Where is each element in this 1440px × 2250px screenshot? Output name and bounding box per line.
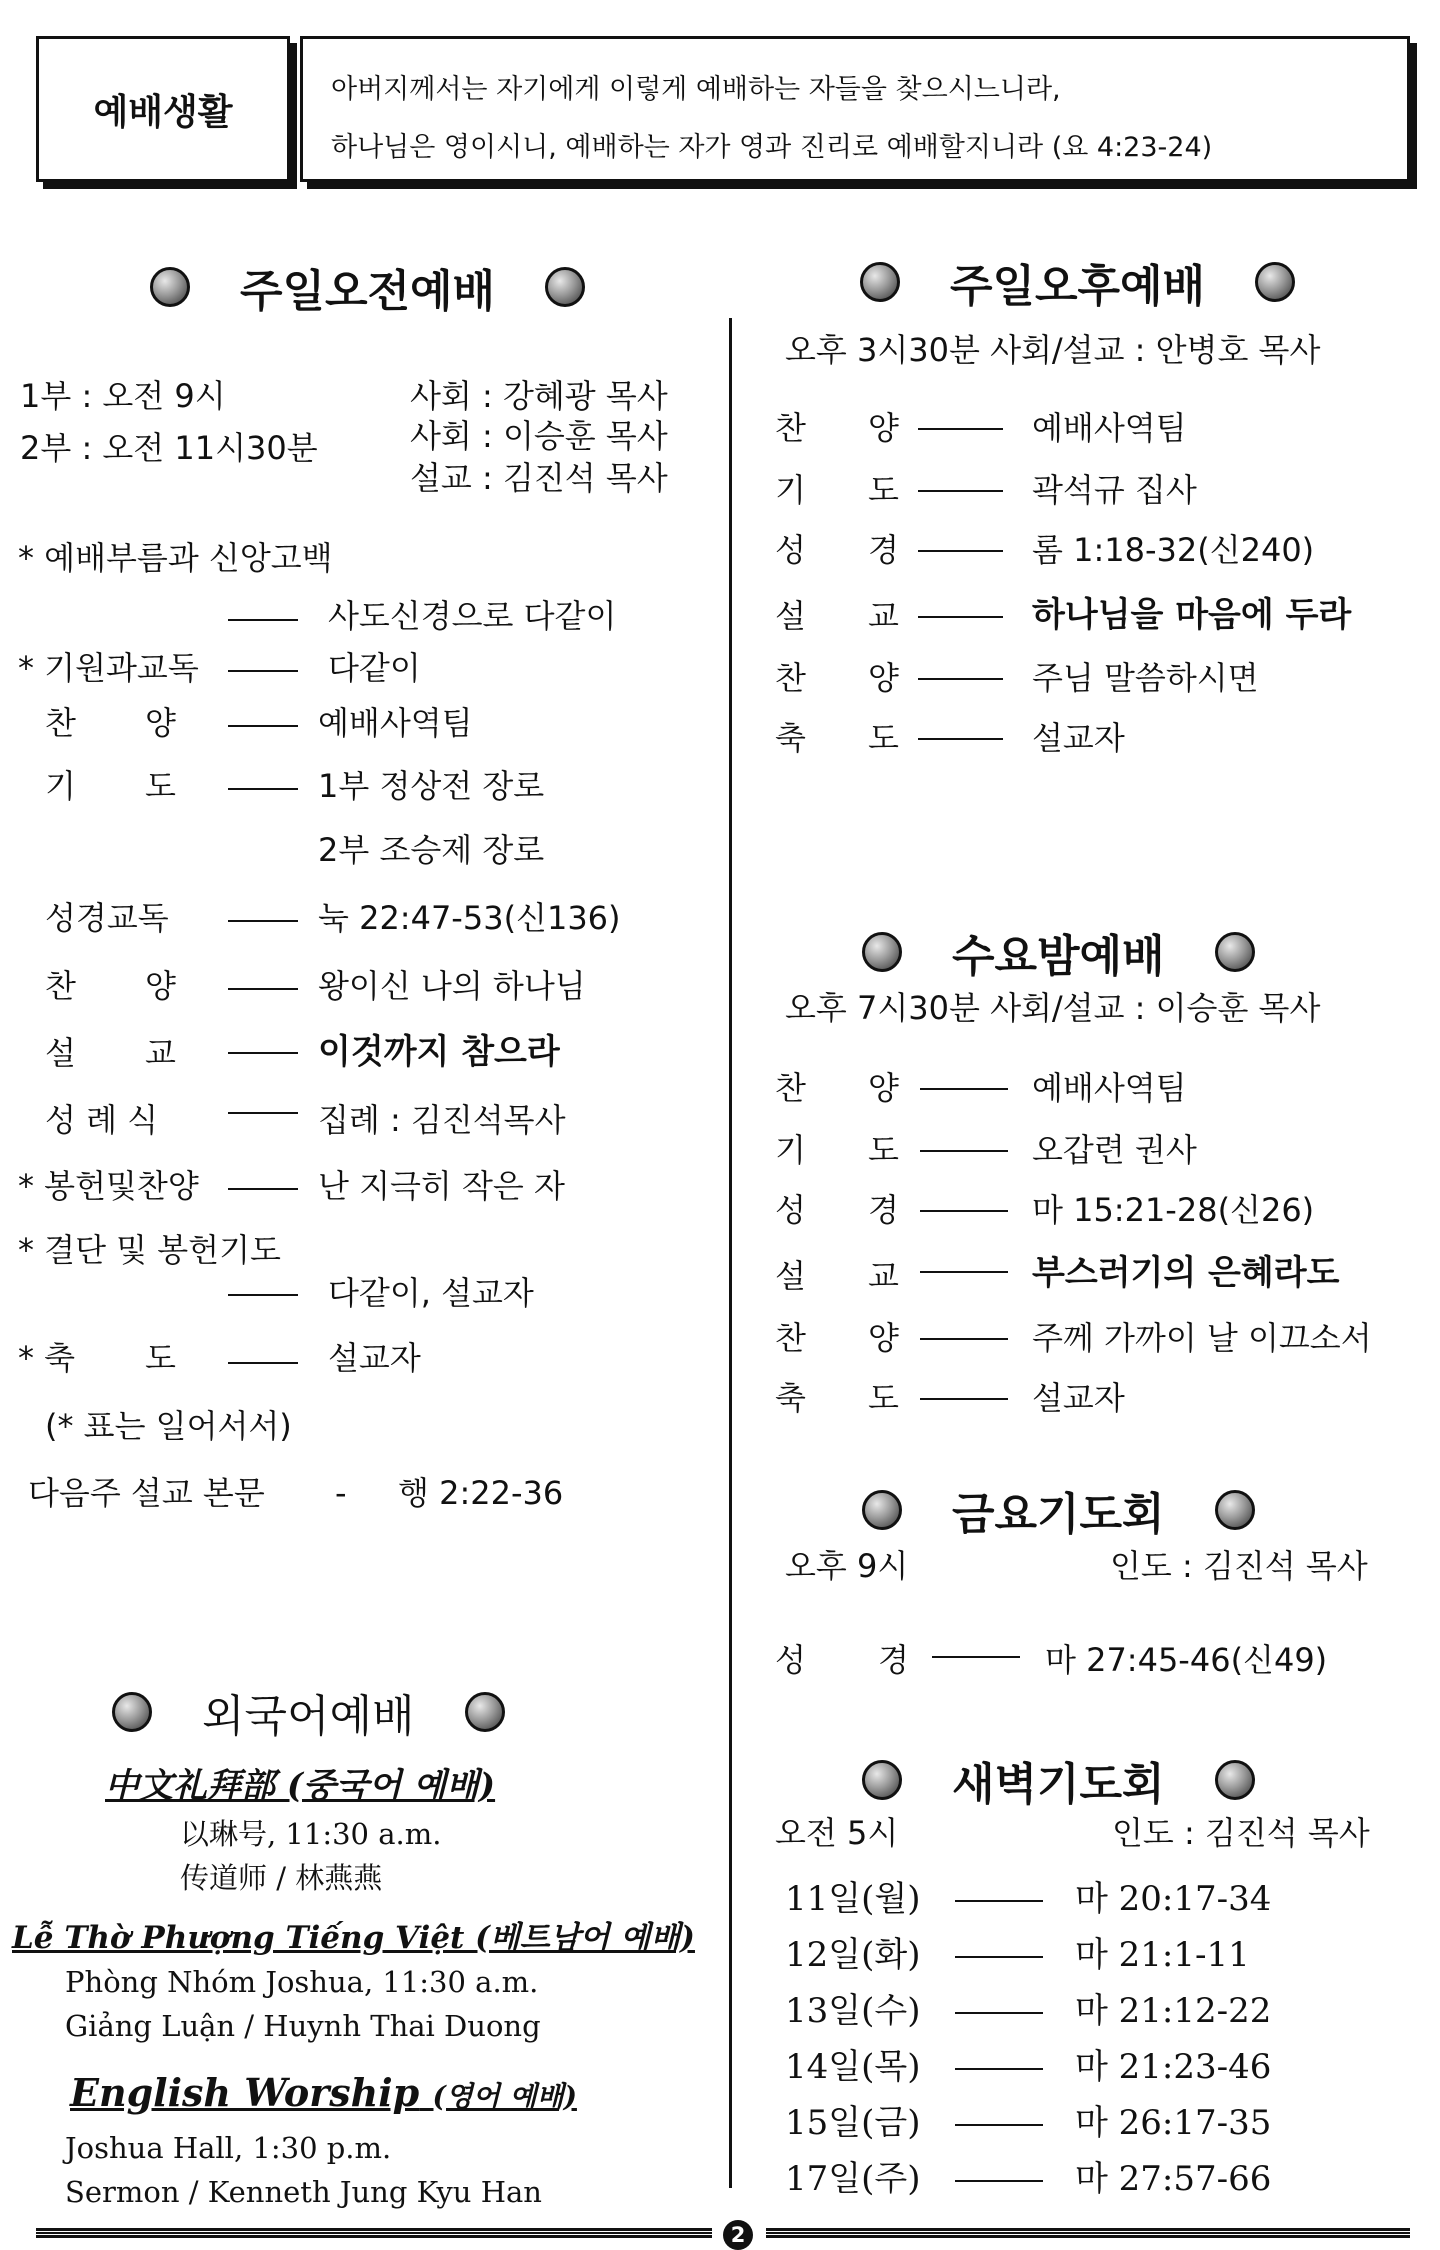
dash-line bbox=[228, 1188, 298, 1190]
order-label-b: 도 bbox=[868, 1379, 899, 1417]
order-value: 주님 말씀하시면 bbox=[1032, 659, 1259, 697]
chinese-heading: 中文礼拜部 (중국어 예배) bbox=[105, 1766, 496, 1806]
order-value: 2부 조승제 장로 bbox=[318, 831, 545, 869]
order-label-a: 설 bbox=[775, 597, 806, 635]
dawn-day: 11일(월) bbox=[785, 1879, 921, 1919]
order-value: 설교자 bbox=[328, 1339, 421, 1377]
order-label-a: 기 bbox=[775, 471, 806, 509]
order-label-a: 기 bbox=[775, 1131, 806, 1169]
friday-leader: 인도 : 김진석 목사 bbox=[1110, 1547, 1368, 1585]
dash-line bbox=[228, 1052, 298, 1054]
sermon-title: 이것까지 참으라 bbox=[318, 1032, 560, 1072]
footer-rule-left bbox=[36, 2228, 712, 2238]
order-value: 주께 가까이 날 이끄소서 bbox=[1032, 1319, 1372, 1357]
order-label-b: 양 bbox=[868, 1319, 899, 1357]
dash-line bbox=[228, 670, 298, 672]
dawn-title: 새벽기도회 bbox=[952, 1759, 1165, 1810]
order-value: 예배사역팀 bbox=[1032, 409, 1187, 447]
dash-line bbox=[955, 1900, 1043, 1902]
leader-2: 사회 : 이승훈 목사 bbox=[410, 417, 668, 455]
bullet-ball-icon bbox=[862, 932, 902, 972]
service-1-time: 1부 : 오전 9시 bbox=[20, 377, 226, 415]
dash-line bbox=[932, 1656, 1020, 1658]
order-label-b: 교 bbox=[868, 1257, 899, 1295]
order-label-a: 축 bbox=[775, 719, 806, 757]
friday-time: 오후 9시 bbox=[785, 1547, 909, 1585]
order-label-a: 찬 bbox=[775, 1069, 806, 1107]
order-value: 롬 1:18-32(신240) bbox=[1032, 531, 1315, 569]
order-label-b: 교 bbox=[145, 1034, 176, 1072]
standing-note: (* 표는 일어서서) bbox=[45, 1407, 292, 1445]
page-number: 2 bbox=[723, 2220, 753, 2250]
dawn-passage: 마 21:12-22 bbox=[1075, 1991, 1272, 2031]
friday-header bbox=[862, 1478, 1255, 1542]
verse-line-2: 하나님은 영이시니, 예배하는 자가 영과 진리로 예배할지니라 (요 4:23-24) bbox=[331, 132, 1213, 163]
next-week-text: 행 2:22-36 bbox=[398, 1474, 564, 1512]
sermon-title: 하나님을 마음에 두라 bbox=[1032, 595, 1352, 635]
dash-line bbox=[955, 2068, 1043, 2070]
vietnamese-line-2: Giảng Luận / Huynh Thai Duong bbox=[65, 2009, 541, 2043]
order-value: 마 15:21-28(신26) bbox=[1032, 1191, 1315, 1229]
dash-line bbox=[228, 988, 298, 990]
chinese-line-2: 传道师 / 林燕燕 bbox=[180, 1861, 383, 1895]
dawn-passage: 마 27:57-66 bbox=[1075, 2159, 1272, 2199]
next-week-label: 다음주 설교 본문 bbox=[28, 1474, 265, 1512]
english-line-1: Joshua Hall, 1:30 p.m. bbox=[65, 2131, 392, 2165]
dash-line bbox=[228, 619, 298, 621]
order-value: 왕이신 나의 하나님 bbox=[318, 967, 586, 1005]
bullet-ball-icon bbox=[1215, 932, 1255, 972]
english-line-2: Sermon / Kenneth Jung Kyu Han bbox=[65, 2175, 542, 2209]
order-label: * 기원과교독 bbox=[18, 649, 199, 687]
order-value: 다같이, 설교자 bbox=[328, 1274, 534, 1312]
order-label: 성경교독 bbox=[45, 899, 169, 937]
dash-line bbox=[955, 2180, 1043, 2182]
order-value: 곽석규 집사 bbox=[1032, 471, 1197, 509]
order-label-a: 축 bbox=[775, 1379, 806, 1417]
bullet-ball-icon bbox=[860, 262, 900, 302]
order-label-a: 성 bbox=[775, 1641, 806, 1679]
dawn-header bbox=[862, 1748, 1255, 1812]
order-label-b: 경 bbox=[868, 531, 899, 569]
section-label: 예배생활 bbox=[93, 91, 233, 133]
order-label-b: 도 bbox=[145, 1339, 176, 1377]
dawn-day: 15일(금) bbox=[785, 2103, 921, 2143]
column-divider bbox=[729, 318, 732, 2188]
footer-rule-right bbox=[766, 2228, 1410, 2238]
wednesday-time-leader: 오후 7시30분 사회/설교 : 이승훈 목사 bbox=[785, 989, 1321, 1027]
dash-line bbox=[920, 1088, 1008, 1090]
order-label-a: 찬 bbox=[775, 409, 806, 447]
order-label-a: 기 bbox=[45, 767, 76, 805]
dawn-time: 오전 5시 bbox=[775, 1814, 899, 1852]
dawn-day: 12일(화) bbox=[785, 1935, 921, 1975]
dash-line bbox=[920, 1271, 1008, 1273]
bullet-ball-icon bbox=[1215, 1760, 1255, 1800]
order-label: 성 례 식 bbox=[45, 1101, 159, 1139]
order-value: 예배사역팀 bbox=[318, 704, 473, 742]
order-label-b: 도 bbox=[868, 719, 899, 757]
order-label-a: 설 bbox=[45, 1034, 76, 1072]
dash-line bbox=[228, 725, 298, 727]
order-value: 예배사역팀 bbox=[1032, 1069, 1187, 1107]
wednesday-header bbox=[862, 920, 1255, 984]
sunday-morning-title: 주일오전예배 bbox=[240, 266, 496, 317]
dawn-day: 17일(주) bbox=[785, 2159, 921, 2199]
order-value: 설교자 bbox=[1032, 1379, 1125, 1417]
english-heading bbox=[70, 2070, 577, 2115]
order-label-a: 성 bbox=[775, 1191, 806, 1229]
afternoon-time-leader: 오후 3시30분 사회/설교 : 안병호 목사 bbox=[785, 331, 1321, 369]
service-2-time: 2부 : 오전 11시30분 bbox=[20, 429, 318, 467]
bullet-ball-icon bbox=[1215, 1490, 1255, 1530]
dash-line bbox=[920, 1398, 1008, 1400]
dash-line bbox=[955, 2124, 1043, 2126]
chinese-line-1: 以琳号, 11:30 a.m. bbox=[180, 1817, 442, 1851]
order-value: 사도신경으로 다같이 bbox=[328, 597, 617, 635]
order-label-a: 성 bbox=[775, 531, 806, 569]
next-week-dash: - bbox=[335, 1474, 347, 1512]
order-label-b: 양 bbox=[868, 409, 899, 447]
dawn-passage: 마 26:17-35 bbox=[1075, 2103, 1272, 2143]
order-label-b: 경 bbox=[878, 1641, 909, 1679]
dawn-leader: 인도 : 김진석 목사 bbox=[1112, 1814, 1370, 1852]
sermon-title: 부스러기의 은혜라도 bbox=[1032, 1253, 1340, 1293]
order-label-b: 도 bbox=[868, 471, 899, 509]
english-heading-text: English Worship bbox=[70, 2070, 420, 2115]
dash-line bbox=[955, 1956, 1043, 1958]
order-label: * 결단 및 봉헌기도 bbox=[18, 1231, 281, 1269]
order-label-a: 찬 bbox=[775, 659, 806, 697]
sunday-morning-header bbox=[150, 255, 585, 319]
order-label-a: 찬 bbox=[775, 1319, 806, 1357]
dash-line bbox=[228, 920, 298, 922]
dash-line bbox=[918, 678, 1003, 680]
dash-line bbox=[920, 1150, 1008, 1152]
dawn-passage: 마 21:1-11 bbox=[1075, 1935, 1250, 1975]
dash-line bbox=[918, 550, 1003, 552]
order-value: 오갑련 권사 bbox=[1032, 1131, 1197, 1169]
bullet-ball-icon bbox=[150, 267, 190, 307]
order-label: * 봉헌및찬양 bbox=[18, 1167, 199, 1205]
bullet-ball-icon bbox=[465, 1692, 505, 1732]
vietnamese-heading: Lễ Thờ Phượng Tiếng Việt (베트남어 예배) bbox=[12, 1920, 695, 1956]
preacher: 설교 : 김진석 목사 bbox=[410, 459, 668, 497]
friday-title: 금요기도회 bbox=[952, 1489, 1165, 1540]
order-label-a: 찬 bbox=[45, 704, 76, 742]
vietnamese-line-1: Phòng Nhóm Joshua, 11:30 a.m. bbox=[65, 1965, 539, 1999]
bullet-ball-icon bbox=[112, 1692, 152, 1732]
dash-line bbox=[918, 616, 1003, 618]
order-label-b: 양 bbox=[145, 704, 176, 742]
dash-line bbox=[920, 1338, 1008, 1340]
bullet-ball-icon bbox=[862, 1760, 902, 1800]
dash-line bbox=[955, 2012, 1043, 2014]
order-label-b: 경 bbox=[868, 1191, 899, 1229]
dawn-passage: 마 20:17-34 bbox=[1075, 1879, 1272, 1919]
order-value: 1부 정상전 장로 bbox=[318, 767, 545, 805]
order-label-a: * 축 bbox=[18, 1339, 76, 1377]
bullet-ball-icon bbox=[1255, 262, 1295, 302]
foreign-title: 외국어예배 bbox=[202, 1691, 415, 1742]
dawn-passage: 마 21:23-46 bbox=[1075, 2047, 1272, 2087]
order-label-b: 양 bbox=[868, 1069, 899, 1107]
friday-scripture: 마 27:45-46(신49) bbox=[1045, 1641, 1328, 1679]
dash-line bbox=[918, 428, 1003, 430]
dawn-day: 14일(목) bbox=[785, 2047, 921, 2087]
foreign-header bbox=[112, 1680, 505, 1744]
order-label-b: 양 bbox=[868, 659, 899, 697]
leader-1: 사회 : 강혜광 목사 bbox=[410, 377, 668, 415]
order-label-b: 도 bbox=[868, 1131, 899, 1169]
order-label-a: 설 bbox=[775, 1257, 806, 1295]
dash-line bbox=[228, 1112, 298, 1114]
order-value: 집례 : 김진석목사 bbox=[318, 1101, 566, 1139]
dash-line bbox=[918, 738, 1003, 740]
dawn-day: 13일(수) bbox=[785, 1991, 921, 2031]
section-label-box bbox=[36, 36, 290, 182]
sunday-afternoon-title: 주일오후예배 bbox=[950, 261, 1206, 312]
dash-line bbox=[918, 490, 1003, 492]
scripture-quote-box bbox=[300, 36, 1410, 182]
bullet-ball-icon bbox=[545, 267, 585, 307]
dash-line bbox=[228, 1362, 298, 1364]
order-label-b: 교 bbox=[868, 597, 899, 635]
order-label-b: 양 bbox=[145, 967, 176, 1005]
order-label-a: 찬 bbox=[45, 967, 76, 1005]
dash-line bbox=[228, 788, 298, 790]
order-label: * 예배부름과 신앙고백 bbox=[18, 539, 333, 577]
order-value: 눅 22:47-53(신136) bbox=[318, 899, 621, 937]
dash-line bbox=[920, 1210, 1008, 1212]
verse-line-1: 아버지께서는 자기에게 이렇게 예배하는 자들을 찾으시느니라, bbox=[331, 74, 1061, 105]
sunday-afternoon-header bbox=[860, 250, 1295, 314]
bullet-ball-icon bbox=[862, 1490, 902, 1530]
wednesday-title: 수요밤예배 bbox=[952, 931, 1165, 982]
order-value: 설교자 bbox=[1032, 719, 1125, 757]
order-value: 다같이 bbox=[328, 649, 421, 687]
order-label-b: 도 bbox=[145, 767, 176, 805]
english-heading-kr: (영어 예배) bbox=[432, 2080, 577, 2113]
dash-line bbox=[228, 1294, 298, 1296]
order-value: 난 지극히 작은 자 bbox=[318, 1167, 565, 1205]
